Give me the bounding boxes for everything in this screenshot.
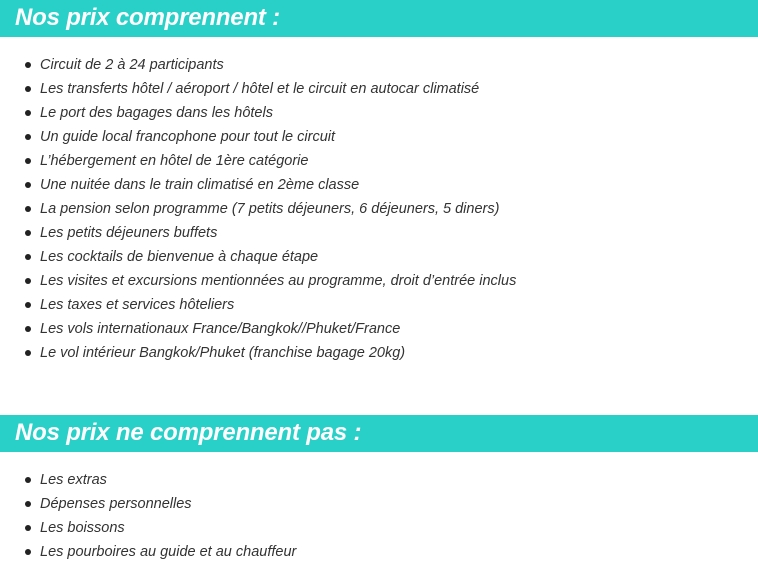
list-item-text: La pension selon programme (7 petits déjeuners, 6 déjeuners, 5 diners)	[40, 201, 500, 217]
bullet-icon	[25, 134, 31, 140]
list-item	[0, 221, 516, 245]
list-item	[0, 101, 516, 125]
list-item	[0, 341, 516, 365]
list-item-text: Dépenses personnelles	[40, 496, 192, 512]
bullet-icon	[25, 278, 31, 284]
bullet-icon	[25, 302, 31, 308]
list-item	[0, 77, 516, 101]
list-item-text: Les taxes et services hôteliers	[40, 297, 235, 313]
bullet-icon	[25, 350, 31, 356]
list-item	[0, 173, 516, 197]
list-item	[0, 317, 516, 341]
list-item-text: Les boissons	[40, 520, 125, 536]
list-item-text: Les transferts hôtel / aéroport / hôtel et le circuit en autocar climatisé	[40, 81, 480, 97]
list-item-text: Un guide local francophone pour tout le circuit	[40, 129, 336, 145]
included-section-header	[0, 0, 758, 37]
list-item	[0, 269, 516, 293]
list-item-text: Les visites et excursions mentionnées au programme, droit d’entrée inclus	[40, 273, 517, 289]
list-item	[0, 125, 516, 149]
included-section-title: Nos prix comprennent :	[15, 4, 280, 31]
bullet-icon	[25, 86, 31, 92]
list-item	[0, 492, 296, 516]
bullet-icon	[25, 477, 31, 483]
list-item-text: Le port des bagages dans les hôtels	[40, 105, 273, 121]
bullet-icon	[25, 158, 31, 164]
bullet-icon	[25, 549, 31, 555]
list-item	[0, 245, 516, 269]
bullet-icon	[25, 254, 31, 260]
excluded-section-header	[0, 415, 758, 452]
excluded-section-title: Nos prix ne comprennent pas :	[15, 419, 362, 446]
list-item-text: Les extras	[40, 472, 107, 488]
bullet-icon	[25, 206, 31, 212]
list-item	[0, 53, 516, 77]
list-item-text: Circuit de 2 à 24 participants	[40, 57, 224, 73]
included-list	[0, 53, 516, 365]
list-item-text: Une nuitée dans le train climatisé en 2ème classe	[40, 177, 360, 193]
list-item	[0, 516, 296, 540]
excluded-list	[0, 468, 296, 564]
bullet-icon	[25, 182, 31, 188]
list-item	[0, 197, 516, 221]
bullet-icon	[25, 62, 31, 68]
list-item-text: Les cocktails de bienvenue à chaque étape	[40, 249, 319, 265]
bullet-icon	[25, 501, 31, 507]
list-item	[0, 540, 296, 564]
bullet-icon	[25, 110, 31, 116]
bullet-icon	[25, 525, 31, 531]
list-item	[0, 468, 296, 492]
list-item	[0, 149, 516, 173]
list-item-text: L’hébergement en hôtel de 1ère catégorie	[40, 153, 309, 169]
list-item-text: Les pourboires au guide et au chauffeur	[40, 544, 297, 560]
list-item-text: Les vols internationaux France/Bangkok//Phuket/France	[40, 321, 401, 337]
list-item-text: Les petits déjeuners buffets	[40, 225, 218, 241]
list-item-text: Le vol intérieur Bangkok/Phuket (franchise bagage 20kg)	[40, 345, 406, 361]
bullet-icon	[25, 326, 31, 332]
bullet-icon	[25, 230, 31, 236]
list-item	[0, 293, 516, 317]
